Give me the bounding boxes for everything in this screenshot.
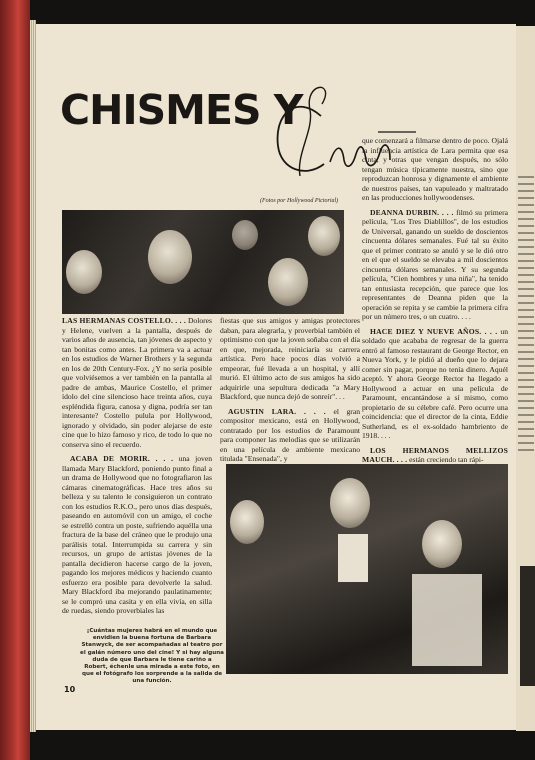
article-lara: AGUSTIN LARA. . . . el gran compositor mexicano, está en Hollywood, contratado por los estudios de Paramount para componer las melodías que se utilizarán en una película de ambiente mexicano titulada "Ensenada", y: [220, 406, 360, 463]
article-rector: HACE DIEZ Y NUEVE AÑOS. . . . un soldado que acababa de regresar de la guerra entró al famoso restaurant de George Rector, en Nueva York, y le pidió al dueño que lo dejara comer sin pagar, porque no tenía dinero. Aquél aceptó. Y ahora George Rector ha llegado a Hollywood a actuar en una película de Paramount, encantándose a sí mismo, como propietario de su célebre café. Pero ocurre una coincidencia: que el director de la cinta, Eddie Sutherland, es el ex-soldado hambriento de 1918. . . .: [362, 326, 508, 440]
next-page-photo: [520, 566, 535, 686]
text-column-c: [362, 136, 508, 470]
article-costello: LAS HERMANAS COSTELLO. . . . Dolores y Helene, vuelven a la pantalla, después de varios años de ausencia, tan jóvenes de aspecto y tan bonitas como antes. La primera va a actuar en los estudios de Warner Brothers y la segunda en los de 20th Century-Fox. ¿Y no sería posible que volviésemos a ver también en la pantalla al padre de ambas, Maurice Costello, el primer ídolo del cine silencioso hace treinta años, cuya espléndida figura, canosa y digna, podría ser tan interesante? Costello pulula por Hollywood, ignorado y olvidado, sin poder alejarse de este cine que lo hizo famoso y rico, de todo lo que no conserva sino el recuerdo.: [62, 316, 212, 449]
next-page-edge: [516, 26, 535, 731]
next-page-text: [518, 176, 534, 456]
photo-caption: ¡Cuántas mujeres habrá en el mundo que envidien la buena fortuna de Barbara Stanwyck, de ser acompañadas al teatro por el galán número uno del cine! Y si hay alguna duda de que Barbara le tiene cariño a Robert, échenle una mirada a este foto, en que el fotógrafo los sorprende a la salida de una función.: [80, 628, 224, 685]
article-blackford: ACABA DE MORIR. . . . una joven llamada Mary Blackford, poniendo punto final a un drama de Hollywood que no fotografiaron las cámaras cinematográficas. Hace tres años su belleza y su talento le consiguieron un contrato con los estudios R.K.O., pero unos días después, paseando en automóvil con un amigo, el coche se estrelló contra un poste, sufriendo aquélla una fractura de la base del cráneo que le produjo una parálisis total. Interrumpida su carrera y sin recursos, un grupo de artistas jóvenes de la pantalla decidieron hacerse cargo de la joven, pagando los mejores médicos y haciendo cuanto esfuerzo era posible para devolverle la salud. Mary Blackford iba mejorando paulatinamente; se le compró una casita y en ella vivía, en silla de ruedas, siendo proverbiales las: [62, 454, 212, 615]
article-lara-cont: que comenzará a filmarse dentro de poco. Ojalá la influencia artística de Lara permita que esa cinta, y otras que vengan después, no sólo tengan música típicamente nuestra, sino que reproduzcan honrosa y dignamente el ambiente de nuestros países, tan vapuleado y maltratado en las producciones hollywoodenses.: [362, 136, 508, 202]
magazine-page: [36, 24, 516, 730]
article-mauch: LOS HERMANOS MELLIZOS MAUCH. . . . están creciendo tan rápi-: [362, 445, 508, 464]
photo-stanwyck-taylor: [226, 464, 508, 674]
binder-spine: [0, 0, 30, 760]
page-title: CHISMES Y: [60, 86, 303, 134]
photo-costello-sisters: [62, 210, 344, 314]
article-durbin: DEANNA DURBIN. . . . filmó su primera película, "Los Tres Diablillos", de los estudios de Universal, ganando un sueldo de doscientos cincuenta dólares semanales. Fué tal su éxito que el primer contrato se anuló y se le dió otro en el que el sueldo se elevaba a mil doscientos cincuenta dólares semanales. Y su segunda película, "Cien hombres y una niña", ha tenido tan entusiasta recepción, que parece que los representantes de Deanna piden que la operación se repita y se cambie la primera cifra por un número tres, o un cuatro. . . .: [362, 207, 508, 321]
page-number: 10: [64, 685, 76, 694]
photo-credit: (Fotos por Hollywood Pictorial): [260, 198, 339, 204]
article-blackford-cont: fiestas que sus amigos y amigas protectores daban, para alegrarla, y proverbial también el optimismo con que la joven soñaba con el día en que, mejorada, reiniciaría su carrera artística. Pero hace pocos días volvió a empeorar, fué llevada a un hospital, y allí murió. El último acto de sus amigos ha sido adquirirle una sepultura dedicada "a Mary Blackford, que nunca dejó de sonreír". . .: [220, 316, 360, 401]
text-column-b: [220, 316, 360, 469]
text-column-a: [62, 316, 212, 621]
